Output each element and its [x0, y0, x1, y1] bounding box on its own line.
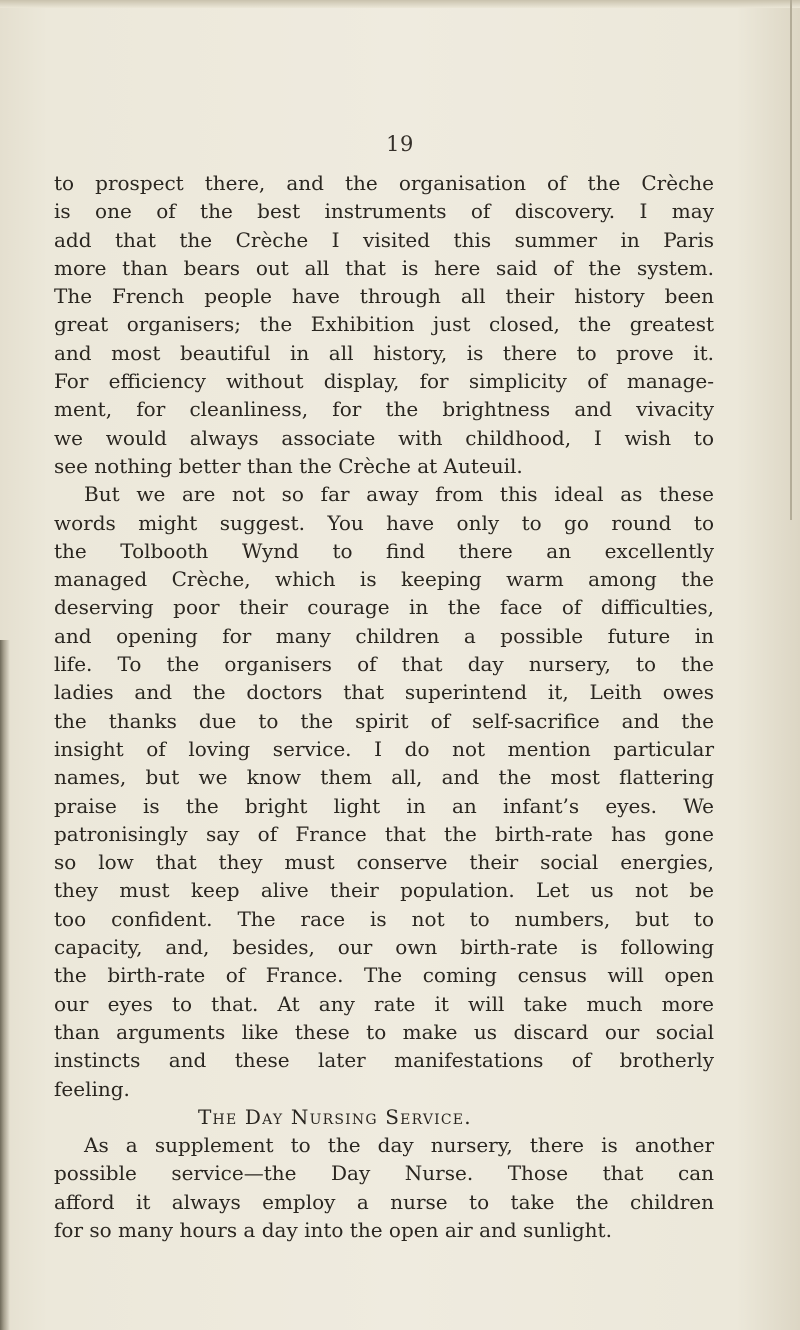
text-line: our eyes to that. At any rate it will take much more: [54, 991, 714, 1016]
text-line: they must keep alive their population. Let us not be: [54, 878, 714, 903]
text-line: For efficiency without display, for simplicity of manage-: [54, 369, 714, 394]
text-line: names, but we know them all, and the most flattering: [54, 765, 714, 790]
text-line: too confident. The race is not to numbers, but to: [54, 906, 714, 931]
paragraph-tolbooth-wynd: [54, 480, 714, 1103]
text-line: the thanks due to the spirit of self-sacrifice and the: [54, 708, 714, 733]
text-line: add that the Crèche I visited this summer in Paris: [54, 227, 714, 252]
text-line: great organisers; the Exhibition just closed, the greatest: [54, 312, 714, 337]
text-line: than arguments like these to make us discard our social: [54, 1019, 714, 1044]
text-line: so low that they must conserve their social energies,: [54, 850, 714, 875]
section-heading: The Day Nursing Service.: [198, 1104, 472, 1129]
text-line: praise is the bright light in an infant’s eyes. We: [54, 793, 714, 818]
text-line: is one of the best instruments of discovery. I may: [54, 199, 714, 224]
binding-shadow: [0, 640, 10, 1330]
text-line: life. To the organisers of that day nursery, to the: [54, 652, 714, 677]
text-line: capacity, and, besides, our own birth-rate is following: [54, 935, 714, 960]
page-top-edge: [0, 0, 800, 8]
text-line: The French people have through all their history been: [54, 284, 714, 309]
text-line: feeling.: [54, 1076, 130, 1101]
text-line: words might suggest. You have only to go round to: [54, 510, 714, 535]
text-line: for so many hours a day into the open air and sunlight.: [54, 1217, 612, 1242]
text-line: the birth-rate of France. The coming census will open: [54, 963, 714, 988]
text-line: ladies and the doctors that superintend it, Leith owes: [54, 680, 714, 705]
text-line: insight of loving service. I do not mention particular: [54, 736, 714, 761]
paragraph-crèche-paris: [54, 169, 714, 480]
text-line: ment, for cleanliness, for the brightness and vivacity: [54, 397, 714, 422]
text-line: to prospect there, and the organisation of the Crèche: [54, 171, 714, 195]
text-line: we would always associate with childhood, I wish to: [54, 425, 714, 450]
text-line: instincts and these later manifestations of brotherly: [54, 1048, 714, 1073]
text-line: and opening for many children a possible future in: [54, 623, 714, 648]
text-line: patronisingly say of France that the birth-rate has gone: [54, 821, 714, 846]
page-edge-line: [790, 0, 792, 520]
text-line: managed Crèche, which is keeping warm among the: [54, 567, 714, 592]
paragraph-day-nurse: [54, 1131, 714, 1244]
text-line: As a supplement to the day nursery, there is another: [84, 1133, 714, 1158]
text-line: But we are not so far away from this ideal as these: [84, 482, 714, 507]
body-text: [54, 169, 714, 1244]
text-line: deserving poor their courage in the face of difficulties,: [54, 595, 714, 620]
text-line: see nothing better than the Crèche at Auteuil.: [54, 453, 523, 478]
text-line: and most beautiful in all history, is there to prove it.: [54, 340, 714, 365]
text-line: more than bears out all that is here said of the system.: [54, 255, 714, 280]
text-line: afford it always employ a nurse to take the children: [54, 1189, 714, 1214]
text-line: possible service—the Day Nurse. Those that can: [54, 1161, 714, 1186]
page-number: 19: [386, 132, 414, 156]
text-line: the Tolbooth Wynd to find there an excellently: [54, 538, 714, 563]
